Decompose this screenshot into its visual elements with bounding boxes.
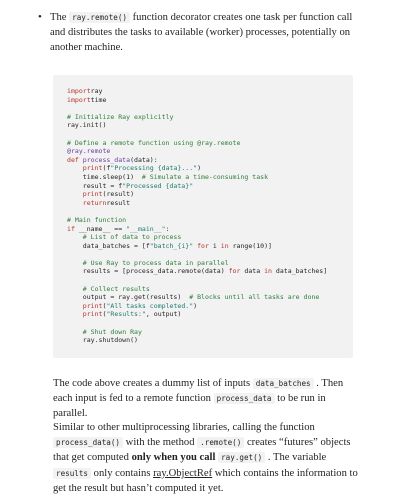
code-token: , output) bbox=[145, 310, 182, 319]
code-line bbox=[67, 310, 353, 319]
code-line bbox=[67, 302, 353, 311]
code-token: # Collect results bbox=[82, 284, 150, 293]
inline-code: results bbox=[53, 468, 91, 479]
code-token: ( bbox=[102, 310, 107, 319]
code-token: ) bbox=[197, 164, 202, 173]
inline-code: .remote() bbox=[197, 437, 244, 448]
code-token: @ray.remote bbox=[67, 147, 111, 156]
code-line bbox=[67, 259, 353, 268]
code-token: for bbox=[228, 267, 241, 276]
code-token: data_batches = [f bbox=[67, 241, 150, 250]
code-token: data bbox=[240, 267, 265, 276]
bullet-text: function decorator creates one task per function call and distributes the tasks to available (worker) processes, potentially on another machine. bbox=[50, 12, 353, 54]
code-token: # Use Ray to process data in parallel bbox=[82, 258, 229, 267]
code-content bbox=[67, 87, 353, 345]
code-token: in bbox=[220, 241, 229, 250]
code-line bbox=[67, 173, 353, 182]
code-token: "Processed {data}" bbox=[122, 181, 194, 190]
code-token: result bbox=[106, 198, 131, 207]
bullet-item bbox=[38, 10, 355, 56]
code-token bbox=[67, 285, 83, 293]
inline-code: process_data bbox=[214, 393, 275, 404]
paragraph-text: Similar to other multiprocessing libraries, calling the function bbox=[53, 422, 315, 433]
code-token: time.sleep(1) bbox=[67, 172, 142, 181]
code-token bbox=[67, 310, 83, 318]
code-line bbox=[67, 199, 353, 208]
code-token: output = ray.get(results) bbox=[67, 293, 190, 302]
code-token: ray.init() bbox=[67, 121, 107, 130]
code-token: # List of data to process bbox=[82, 233, 182, 242]
paragraph-text: The code above creates a dummy list of inputs bbox=[53, 378, 253, 389]
code-line bbox=[67, 336, 353, 345]
code-line bbox=[67, 96, 353, 105]
code-token: # Main function bbox=[67, 215, 127, 224]
code-line bbox=[67, 216, 353, 225]
code-token: "All tasks completed." bbox=[106, 301, 194, 310]
code-token: "batch_{i}" bbox=[149, 241, 194, 250]
code-token: ( bbox=[102, 301, 107, 310]
code-token: print bbox=[82, 310, 103, 319]
paragraph-text: creates “futures” objects that get computed bbox=[53, 437, 351, 464]
code-line bbox=[67, 319, 353, 328]
code-line bbox=[67, 276, 353, 285]
code-token: print bbox=[82, 301, 103, 310]
code-line bbox=[67, 147, 353, 156]
paragraph-text: which contains the information to get the result but hasn’t computed it yet. bbox=[53, 467, 358, 494]
code-token: # Shut down Ray bbox=[82, 327, 142, 336]
code-token: # Initialize Ray explicitly bbox=[67, 112, 174, 121]
code-token bbox=[67, 199, 83, 207]
code-token: (f bbox=[102, 164, 111, 173]
code-line bbox=[67, 285, 353, 294]
code-token: "Results:" bbox=[106, 310, 146, 319]
code-token: # Define a remote function using @ray.remote bbox=[67, 138, 241, 147]
code-token: # Simulate a time-consuming task bbox=[141, 172, 269, 181]
code-line bbox=[67, 207, 353, 216]
code-token: result = f bbox=[67, 181, 123, 190]
code-line bbox=[67, 250, 353, 259]
code-token: i bbox=[208, 241, 221, 250]
paragraph-text: . The variable bbox=[265, 452, 327, 464]
code-token: (result) bbox=[102, 190, 135, 199]
code-token: ray.shutdown() bbox=[67, 336, 138, 345]
code-line bbox=[67, 130, 353, 139]
paragraph-text: . Then each input is fed to a remote function bbox=[53, 378, 344, 405]
code-line bbox=[67, 113, 353, 122]
code-token bbox=[67, 233, 83, 241]
code-line bbox=[67, 139, 353, 148]
code-token: in bbox=[264, 267, 272, 276]
code-line bbox=[67, 182, 353, 191]
paragraph-text: to be run in parallel. bbox=[53, 393, 326, 420]
code-token: __name__ == bbox=[74, 224, 127, 233]
code-token: for bbox=[193, 241, 209, 250]
code-token: print bbox=[82, 190, 103, 199]
code-token: results = [process_data.remote(data) bbox=[67, 267, 229, 276]
code-token: time bbox=[90, 95, 107, 104]
code-token: range(10)] bbox=[228, 241, 272, 250]
code-token: ) bbox=[193, 301, 198, 310]
code-token: # Blocks until all tasks are done bbox=[189, 293, 320, 302]
code-line bbox=[67, 328, 353, 337]
code-line bbox=[67, 267, 353, 276]
paragraph-text: only contains bbox=[91, 467, 154, 479]
paragraph-2 bbox=[53, 420, 358, 496]
code-line bbox=[67, 225, 353, 234]
code-line bbox=[67, 242, 353, 251]
inline-code: process_data() bbox=[53, 437, 123, 448]
code-line bbox=[67, 164, 353, 173]
code-token: if bbox=[67, 224, 75, 233]
bullet-text: The bbox=[50, 12, 70, 23]
code-token: : bbox=[165, 224, 170, 233]
inline-code: ray.get() bbox=[218, 452, 265, 463]
code-token: "__main__" bbox=[126, 224, 166, 233]
code-line bbox=[67, 87, 353, 96]
objectref-link[interactable]: ray.ObjectRef bbox=[153, 467, 213, 479]
paragraph-1 bbox=[53, 376, 358, 422]
code-token: import bbox=[67, 87, 91, 95]
inline-code: data_batches bbox=[253, 378, 314, 389]
code-line bbox=[67, 233, 353, 242]
bold-text: only when you call bbox=[131, 452, 216, 464]
code-token bbox=[67, 190, 83, 198]
code-token: import bbox=[67, 95, 91, 104]
paragraph-text: with the method bbox=[123, 437, 198, 449]
code-token: return bbox=[82, 198, 107, 207]
inline-code: ray.remote() bbox=[69, 12, 130, 23]
code-token: "Processing {data}..." bbox=[110, 164, 198, 173]
code-line bbox=[67, 104, 353, 113]
code-token: process_data bbox=[78, 155, 131, 164]
code-token bbox=[67, 328, 83, 336]
code-token: ray bbox=[90, 87, 103, 95]
code-line bbox=[67, 293, 353, 302]
code-token bbox=[67, 259, 83, 267]
code-line bbox=[67, 190, 353, 199]
code-line bbox=[67, 121, 353, 130]
bullet-dot-icon: • bbox=[38, 11, 42, 23]
code-block bbox=[53, 75, 353, 358]
code-token bbox=[67, 164, 83, 172]
code-token: def bbox=[67, 155, 79, 164]
code-token: (data): bbox=[130, 155, 158, 164]
code-token: print bbox=[82, 164, 103, 173]
code-token: data_batches] bbox=[271, 267, 328, 276]
code-token bbox=[67, 302, 83, 310]
code-line bbox=[67, 156, 353, 165]
